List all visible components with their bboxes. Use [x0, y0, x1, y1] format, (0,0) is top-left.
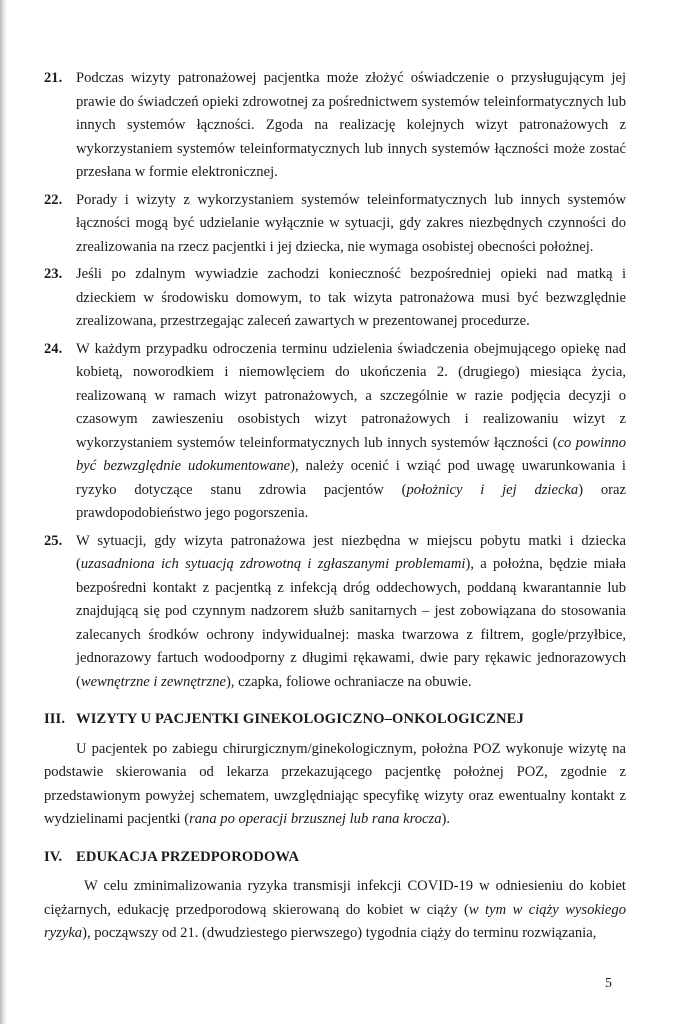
item-number: 25. — [44, 532, 63, 549]
list-item-22 — [44, 189, 626, 260]
item-number: 22. — [44, 191, 63, 208]
list-item-21 — [44, 67, 626, 185]
page-number: 5 — [605, 976, 612, 991]
section-paragraph-iii: U pacjentek po zabiegu chirurgicznym/ginekologicznym, położna POZ wykonuje wizytę na podstawie skierowania od lekarza przekazującego pacjentkę położnej POZ, zgodnie z przedstawionym powyżej schematem, uwzględniając specyfikę wizyty oraz ewentualny kontakt z wydzielinami pacjentki (rana po operacji brzusznej lub rana krocza). — [44, 740, 626, 827]
section-number: III. — [44, 711, 66, 727]
section-heading-iv — [44, 846, 626, 870]
section-number: IV. — [44, 848, 63, 865]
item-number: 24. — [44, 340, 63, 357]
section-title: WIZYTY U PACJENTKI GINEKOLOGICZNO–ONKOLOGICZNEJ — [76, 711, 524, 727]
section-paragraph-iv: W celu zminimalizowania ryzyka transmisji infekcji COVID-19 w odniesieniu do kobiet ciężarnych, edukację przedporodową skierowaną do kobiet w ciąży (w tym w ciąży wysokiego ryzyka), począwszy od 21. (dwudziestego pierwszego) tygodnia ciąży do terminu rozwiązania, — [44, 878, 626, 941]
list-item-23 — [44, 263, 626, 334]
item-text: Podczas wizyty patronażowej pacjentka może złożyć oświadczenie o przysługującym jej prawie do świadczeń opieki zdrowotnej za pośrednictwem systemów teleinformatycznych lub innych systemów łączności. Zgoda na realizację kolejnych wizyt patronażowych z wykorzystaniem systemów teleinformatycznych lub innych systemów łączności może zostać przesłana w formie elektronicznej. — [76, 70, 626, 180]
section-heading-iii — [44, 708, 626, 732]
list-item-25 — [44, 530, 626, 695]
item-text: W sytuacji, gdy wizyta patronażowa jest niezbędna w miejscu pobytu matki i dziecka (uzasadniona ich sytuacją zdrowotną i zgłaszanymi problemami), a położna, będzie miała bezpośredni kontakt z pacjentką z infekcją dróg oddechowych, poddaną kwarantannie lub znajdującą się pod czynnym nadzorem służb sanitarnych – jest zobowiązana do stosowania zalecanych środków ochrony indywidualnej: maska twarzowa z filtrem, gogle/przyłbice, jednorazowy fartuch wodoodporny z długimi rękawami, dwie pary rękawic jednorazowych (wewnętrzne i zewnętrzne), czapka, foliowe ochraniacze na obuwie. — [76, 532, 626, 690]
item-text: W każdym przypadku odroczenia terminu udzielenia świadczenia obejmującego opiekę nad kobietą, noworodkiem i niemowlęciem do ukończenia 2. (drugiego) miesiąca życia, realizowaną w ramach wizyt patronażowych, a szczególnie w razie podjęcia decyzji o czasowym zawieszeniu osobistych wizyt patronażowych i realizowaniu wizyt z wykorzystaniem systemów teleinformatycznych lub innych systemów łączności (co powinno być bezwzględnie udokumentowane), należy ocenić i wziąć pod uwagę uwarunkowania i ryzyko dotyczące stanu zdrowia pacjentów (położnicy i jej dziecka) oraz prawdopodobieństwo jego pogorszenia. — [76, 340, 627, 521]
item-number: 21. — [44, 70, 63, 86]
item-number: 23. — [44, 266, 63, 282]
item-text: Porady i wizyty z wykorzystaniem systemów teleinformatycznych lub innych systemów łączności mogą być udzielanie wyłącznie w sytuacji, gdy zakres niezbędnych czynności do zrealizowania na rzecz pacjentki i jej dziecka, nie wymaga osobistej obecności położnej. — [76, 191, 626, 255]
section-title: EDUKACJA PRZEDPORODOWA — [76, 848, 300, 865]
page-edge-shadow — [0, 0, 7, 1024]
list-item-24 — [44, 338, 626, 526]
item-text: Jeśli po zdalnym wywiadzie zachodzi konieczność bezpośredniej opieki nad matką i dzieckiem w środowisku domowym, to tak wizyta patronażowa musi być bezwzględnie zrealizowana, przestrzegając zaleceń zawartych w prezentowanej procedurze. — [76, 266, 626, 329]
document-body — [44, 67, 626, 952]
